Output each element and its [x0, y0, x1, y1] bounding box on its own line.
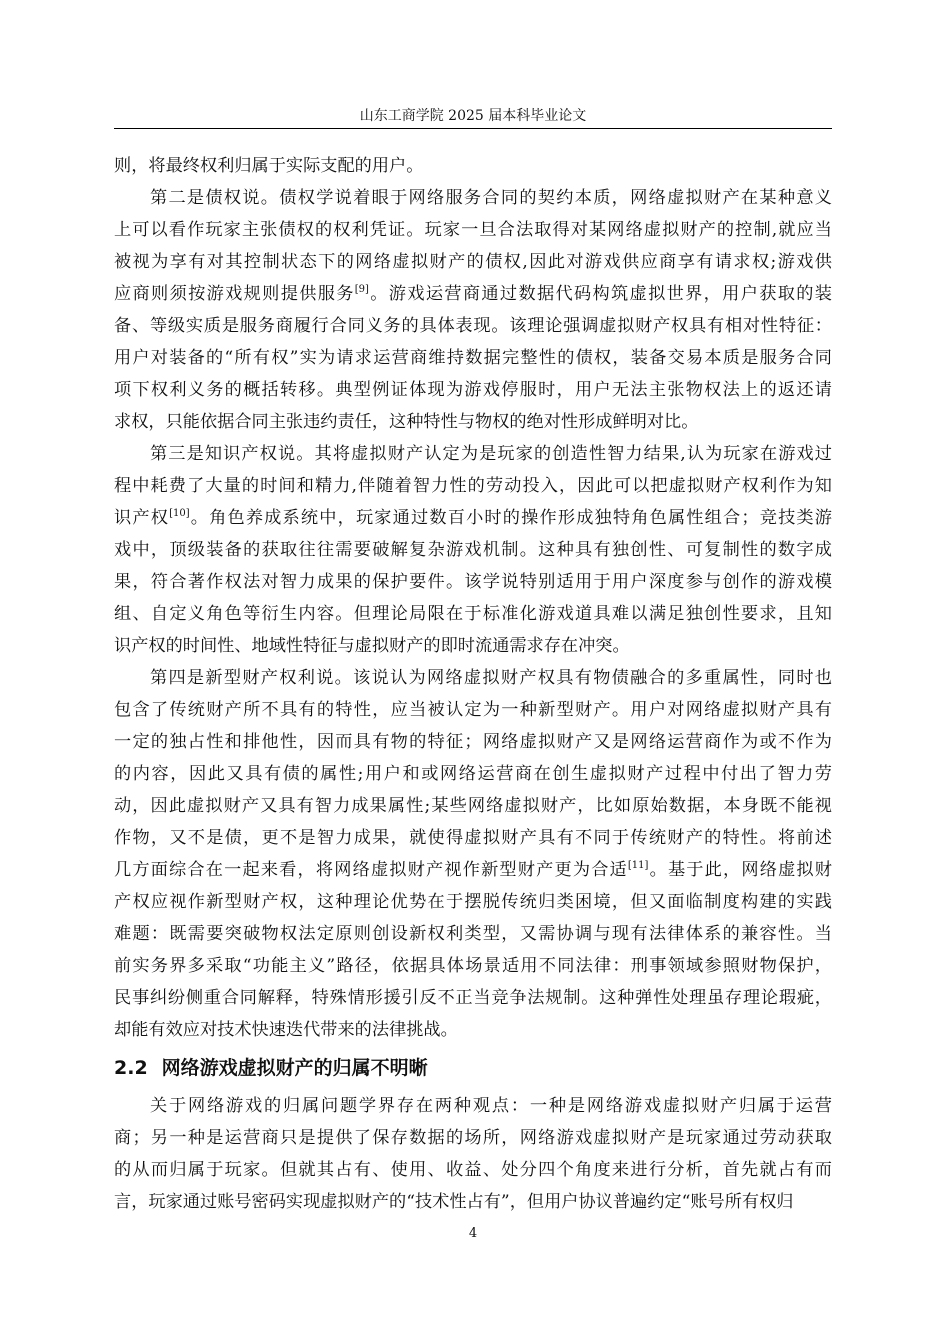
text-line: [114, 790, 832, 822]
text-line: [114, 726, 832, 758]
line-text: 第四是新型财产权利说。该说认为网络虚拟财产权具有物债融合的多重属性，同时也: [150, 668, 832, 688]
line-text: 被视为享有对其控制状态下的网络虚拟财产的债权,因此对游戏供应商享有请求权;游戏供: [114, 252, 832, 272]
line-text: 第二是债权说。债权学说着眼于网络服务合同的契约本质，网络虚拟财产在某种意义: [150, 188, 832, 208]
body-text: [114, 150, 832, 1218]
line-text: 程中耗费了大量的时间和精力,伴随着智力性的劳动投入，因此可以把虚拟财产权利作为知: [114, 476, 832, 496]
text-line: [114, 438, 832, 470]
line-text: 求权，只能依据合同主张违约责任，这种特性与物权的绝对性形成鲜明对比。: [114, 412, 699, 432]
text-line: [114, 822, 832, 854]
line-text: 一定的独占性和排他性，因而具有物的特征；网络虚拟财产又是网络运营商作为或不作为: [114, 732, 832, 752]
line-text: 。角色养成系统中，玩家通过数百小时的操作形成独特角色属性组合；竞技类游: [189, 508, 832, 528]
paragraph: [114, 438, 832, 662]
text-line: [114, 406, 832, 438]
text-line: [114, 342, 832, 374]
citation-ref: [9]: [354, 284, 369, 295]
line-text: 言，玩家通过账号密码实现虚拟财产的“技术性占有”，但用户协议普遍约定“账号所有权归: [114, 1192, 794, 1212]
paragraph-group: [114, 150, 832, 1046]
line-text: 果，符合著作权法对智力成果的保护要件。该学说特别适用于用户深度参与创作的游戏模: [114, 572, 832, 592]
text-line: [114, 950, 832, 982]
text-line: [114, 694, 832, 726]
text-line: [114, 502, 832, 534]
section-title: 网络游戏虚拟财产的归属不明晰: [161, 1057, 428, 1079]
text-line: [114, 1154, 832, 1186]
line-text: 产权应视作新型财产权，这种理论优势在于摆脱传统归类困境，但又面临制度构建的实践: [114, 892, 832, 912]
line-text: 。游戏运营商通过数据代码构筑虚拟世界，用户获取的装: [368, 284, 832, 304]
paragraph-group: [114, 1090, 832, 1218]
section-heading: [114, 1046, 832, 1090]
text-line: [114, 1014, 832, 1046]
line-text: 用户对装备的“所有权”实为请求运营商维持数据完整性的债权，装备交易本质是服务合同: [114, 348, 832, 368]
text-line: [114, 214, 832, 246]
page-number: 4: [468, 1226, 478, 1241]
text-line: [114, 278, 832, 310]
line-text: 关于网络游戏的归属问题学界存在两种观点：一种是网络游戏虚拟财产归属于运营: [150, 1096, 832, 1116]
line-text: 项下权利义务的概括转移。典型例证体现为游戏停服时，用户无法主张物权法上的返还请: [114, 380, 832, 400]
line-text: 应商则须按游戏规则提供服务: [114, 284, 355, 304]
text-line: [114, 150, 832, 182]
line-text: 的内容，因此又具有债的属性;用户和或网络运营商在创生虚拟财产过程中付出了智力劳: [114, 764, 832, 784]
text-line: [114, 374, 832, 406]
line-text: 的从而归属于玩家。但就其占有、使用、收益、处分四个角度来进行分析，首先就占有而: [114, 1160, 832, 1180]
text-line: [114, 566, 832, 598]
paragraph: [114, 662, 832, 1046]
running-header: 山东工商学院 2025 届本科毕业论文: [359, 108, 587, 124]
paragraph: [114, 150, 832, 182]
text-line: [114, 918, 832, 950]
text-line: [114, 534, 832, 566]
text-line: [114, 982, 832, 1014]
line-text: 前实务界多采取“功能主义”路径，依据具体场景适用不同法律：刑事领域参照财物保护，: [114, 956, 832, 976]
line-text: 作物，又不是债，更不是智力成果，就使得虚拟财产具有不同于传统财产的特性。将前述: [114, 828, 832, 848]
header-rule: [114, 128, 832, 129]
text-line: [114, 630, 832, 662]
text-line: [114, 470, 832, 502]
paragraph: [114, 1090, 832, 1218]
text-line: [114, 310, 832, 342]
line-text: 上可以看作玩家主张债权的权利凭证。玩家一旦合法取得对某网络虚拟财产的控制,就应当: [114, 220, 832, 240]
line-text: 动，因此虚拟财产又具有智力成果属性;某些网络虚拟财产，比如原始数据，本身既不能视: [114, 796, 832, 816]
text-line: [114, 246, 832, 278]
line-text: 商；另一种是运营商只是提供了保存数据的场所，网络游戏虚拟财产是玩家通过劳动获取: [114, 1128, 832, 1148]
text-line: [114, 1186, 832, 1218]
text-line: [114, 598, 832, 630]
line-text: 第三是知识产权说。其将虚拟财产认定为是玩家的创造性智力结果,认为玩家在游戏过: [150, 444, 832, 464]
text-line: [114, 182, 832, 214]
citation-ref: [11]: [627, 860, 649, 871]
text-line: [114, 758, 832, 790]
line-text: 组、自定义角色等衍生内容。但理论局限在于标准化游戏道具难以满足独创性要求，且知: [114, 604, 832, 624]
line-text: 戏中，顶级装备的获取往往需要破解复杂游戏机制。这种具有独创性、可复制性的数字成: [114, 540, 832, 560]
text-line: [114, 1122, 832, 1154]
line-text: 备、等级实质是服务商履行合同义务的具体表现。该理论强调虚拟财产权具有相对性特征：: [114, 316, 832, 336]
text-line: [114, 1090, 832, 1122]
line-text: 几方面综合在一起来看，将网络虚拟财产视作新型财产更为合适: [114, 860, 628, 880]
line-text: 。基于此，网络虚拟财: [648, 860, 832, 880]
text-line: [114, 662, 832, 694]
section-number: 2.2: [114, 1057, 148, 1079]
line-text: 则，将最终权利归属于实际支配的用户。: [114, 156, 424, 176]
line-text: 民事纠纷侧重合同解释，特殊情形援引反不正当竞争法规制。这种弹性处理虽存理论瑕疵，: [114, 988, 832, 1008]
text-line: [114, 886, 832, 918]
line-text: 包含了传统财产所不具有的特性，应当被认定为一种新型财产。用户对网络虚拟财产具有: [114, 700, 832, 720]
paragraph: [114, 182, 832, 438]
text-line: [114, 854, 832, 886]
line-text: 却能有效应对技术快速迭代带来的法律挑战。: [114, 1020, 458, 1040]
citation-ref: [10]: [169, 508, 190, 519]
line-text: 识产权: [114, 508, 170, 528]
line-text: 识产权的时间性、地域性特征与虚拟财产的即时流通需求存在冲突。: [114, 636, 630, 656]
line-text: 难题：既需要突破物权法定原则创设新权利类型，又需协调与现有法律体系的兼容性。当: [114, 924, 832, 944]
